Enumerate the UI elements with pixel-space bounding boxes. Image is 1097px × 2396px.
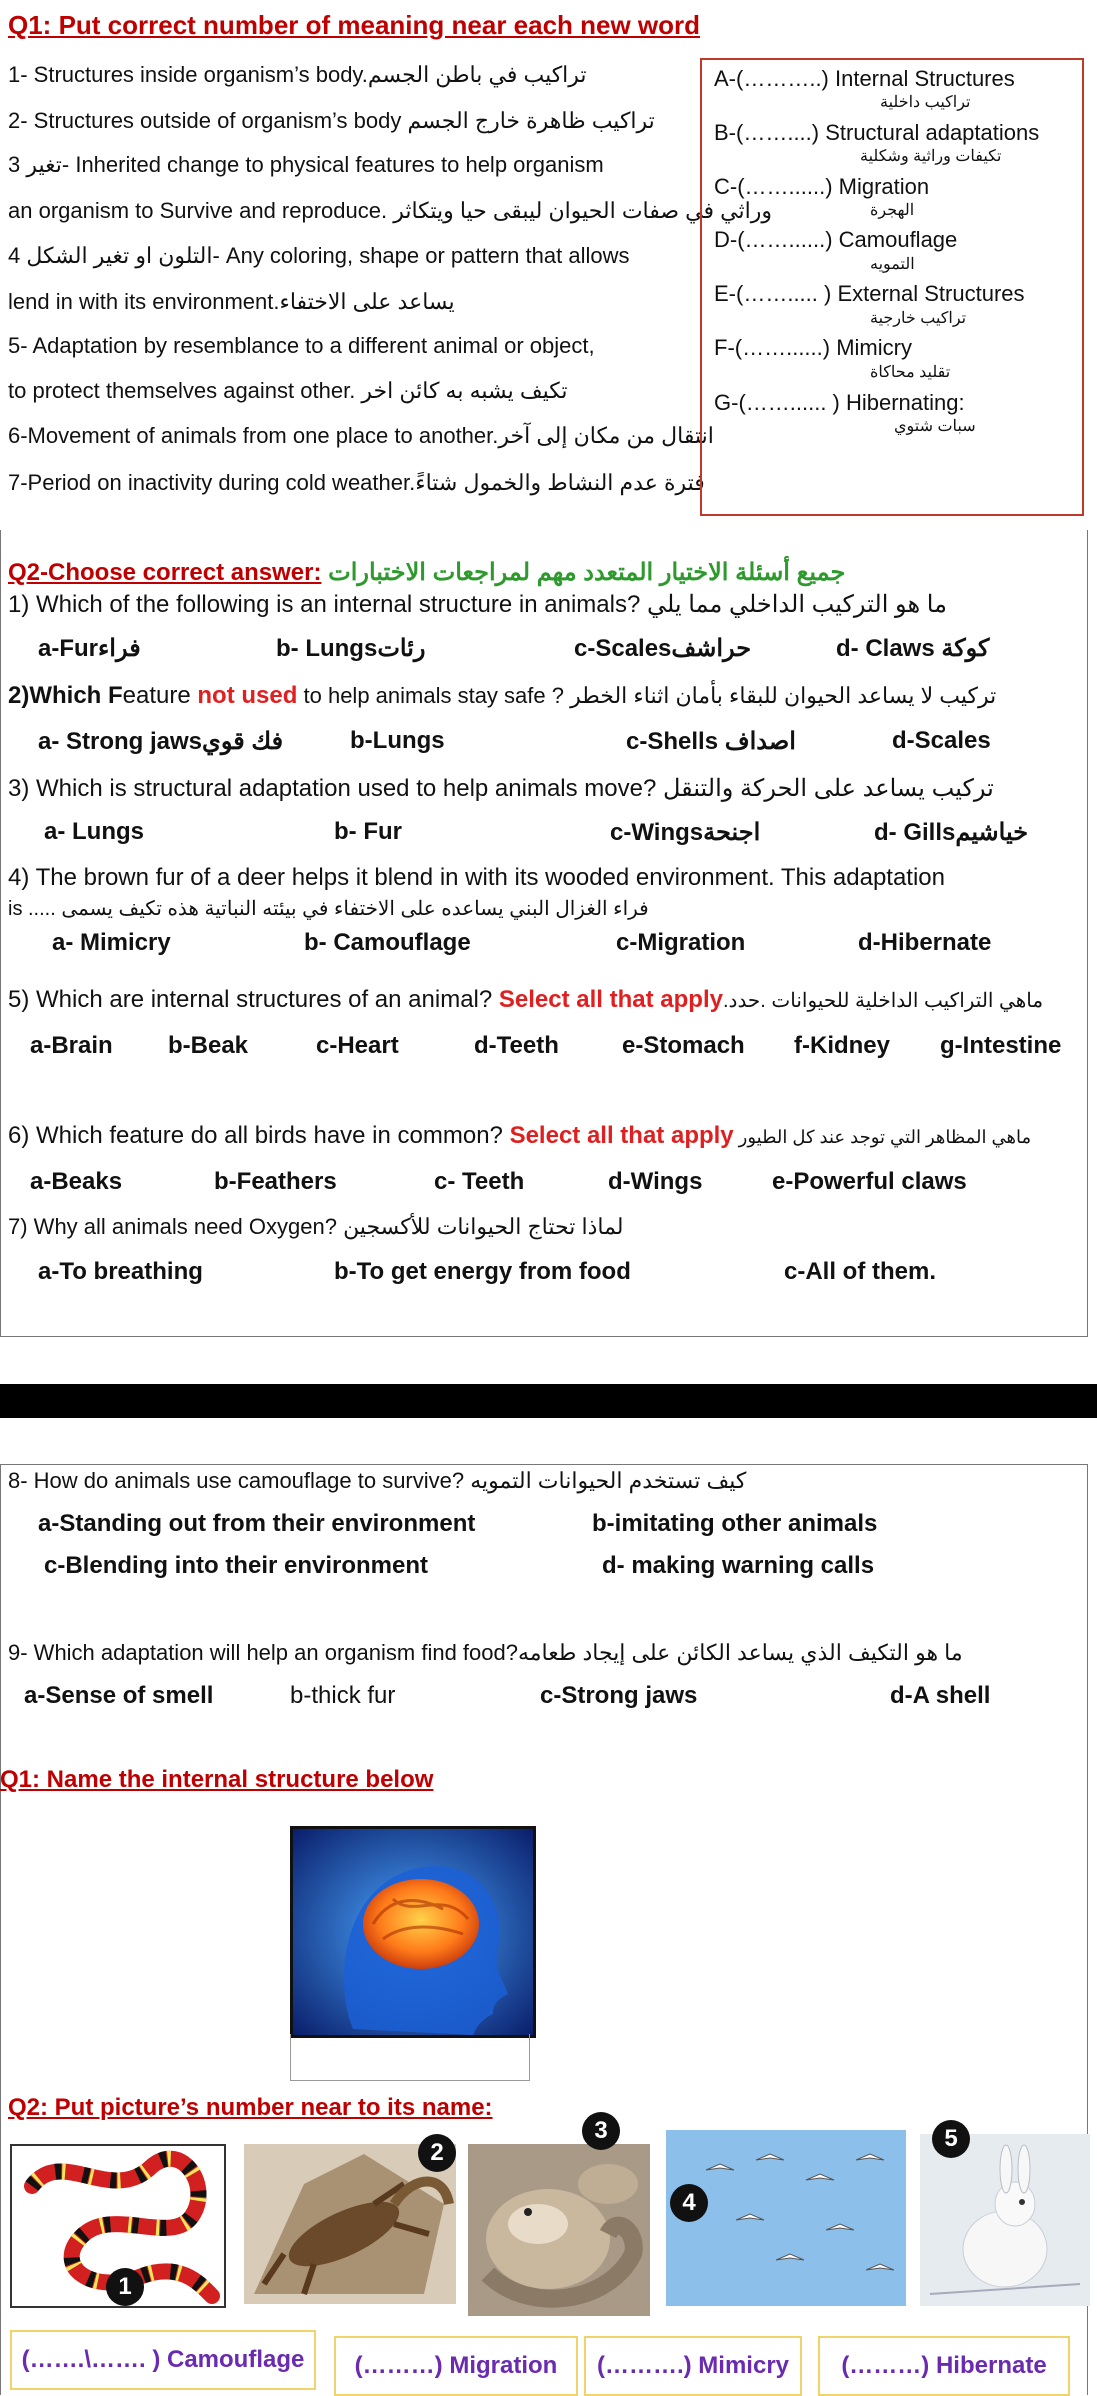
meaning-d: D-(……......) Camouflage: [714, 227, 958, 252]
q2-title-en: Q2-Choose correct answer:: [8, 559, 322, 586]
brain-illustration: [293, 1829, 533, 2035]
q2-2-f: F: [108, 682, 123, 709]
q2-1-opt-c[interactable]: c-Scalesحراشف: [574, 635, 752, 662]
q2-2-opt-c[interactable]: c-Shells اصداف: [626, 728, 796, 755]
q2-4-opt-c[interactable]: c-Migration: [616, 929, 746, 956]
q8-opt-d[interactable]: d- making warning calls: [602, 1552, 875, 1579]
hare-picture: [920, 2134, 1090, 2306]
q2-5-opt-a[interactable]: a-Brain: [30, 1032, 113, 1059]
page-separator: [0, 1384, 1097, 1418]
q2-1-opt-b[interactable]: b- Lungsرئات: [276, 635, 426, 662]
meaning-c-ar: الهجرة: [870, 202, 915, 219]
picture-match-title: Q2: Put picture’s number near to its name:: [8, 2094, 493, 2121]
meaning-g: G-(……...... ) Hibernating:: [714, 390, 965, 415]
q2-6-opt-d[interactable]: d-Wings: [608, 1168, 703, 1195]
q1-item-3a: تغير 3- Inherited change to physical features to help organism: [8, 152, 604, 177]
brain-answer-line: [290, 2034, 530, 2081]
q2-3-opt-a[interactable]: a- Lungs: [44, 818, 144, 845]
q2-7-opt-b[interactable]: b-To get energy from food: [334, 1258, 631, 1285]
q1-title: Q1: Put correct number of meaning near each new word: [8, 10, 701, 40]
meaning-b: B-(……....) Structural adaptations: [714, 120, 1040, 145]
q2-5-text: 5) Which are internal structures of an animal?: [8, 986, 499, 1013]
q1-item-5a: 5- Adaptation by resemblance to a different animal or object,: [8, 333, 595, 358]
q2-5-opt-g[interactable]: g-Intestine: [940, 1032, 1062, 1059]
q2-2-opt-a[interactable]: a- Strong jawsفك قوي: [38, 728, 284, 755]
q2-title: [8, 558, 845, 587]
q2-5-opt-f[interactable]: f-Kidney: [794, 1032, 890, 1059]
meaning-a-ar: تراكيب داخلية: [880, 94, 971, 111]
q9-opt-d[interactable]: d-A shell: [890, 1682, 991, 1709]
picture-badge-1: 1: [106, 2268, 144, 2306]
q2-6-opt-c[interactable]: c- Teeth: [434, 1168, 525, 1195]
q1-item-6: 6-Movement of animals from one place to another.انتقال من مكان إلى آخر: [8, 423, 714, 448]
q2-5-ar: .ماهي التراكيب الداخلية للحيوانات .حدد: [722, 990, 1044, 1012]
q1-item-2: 2- Structures outside of organism’s body تراكيب ظاهرة خارج الجسم: [8, 108, 655, 133]
q8-opt-b[interactable]: b-imitating other animals: [592, 1510, 878, 1537]
meaning-e-ar: تراكيب خارجية: [870, 310, 967, 327]
q2-6-ar: ماهي المظاهر التي توجد عند كل الطيور: [733, 1127, 1032, 1147]
q2-3-opt-c[interactable]: c-Wingsاجنحة: [610, 819, 761, 846]
answer-box-mimicry[interactable]: (……….) Mimicry: [584, 2336, 802, 2396]
geese-picture: [666, 2130, 906, 2306]
dormouse-picture: [468, 2144, 650, 2316]
q2-2-prefix: 2)Which: [8, 682, 108, 709]
meaning-d-ar: التمويه: [870, 256, 915, 273]
q2-question-4: 4) The brown fur of a deer helps it blend in with its wooded environment. This adaptation: [8, 864, 945, 891]
meaning-c: C-(……......) Migration: [714, 174, 930, 199]
q2-2-rest: to help animals stay safe ? تركيب لا يساعد الحيوان للبقاء بأمان اثناء الخطر: [297, 683, 997, 708]
q9-opt-c[interactable]: c-Strong jaws: [540, 1682, 698, 1709]
q2-4-opt-b[interactable]: b- Camouflage: [304, 929, 471, 956]
q9-opt-a[interactable]: a-Sense of smell: [24, 1682, 214, 1709]
q2-6-opt-b[interactable]: b-Feathers: [214, 1168, 337, 1195]
q2-5-opt-c[interactable]: c-Heart: [316, 1032, 399, 1059]
q8-opt-a[interactable]: a-Standing out from their environment: [38, 1510, 476, 1537]
q1-item-7: 7-Period on inactivity during cold weather.فترة عدم النشاط والخمول شتاءً: [8, 470, 705, 495]
q2-4-opt-d[interactable]: d-Hibernate: [858, 929, 992, 956]
q2-5-opt-e[interactable]: e-Stomach: [622, 1032, 745, 1059]
q2-title-ar: جميع أسئلة الاختيار المتعدد مهم لمراجعات الاختبارات: [328, 559, 846, 586]
q2-5-opt-b[interactable]: b-Beak: [168, 1032, 249, 1059]
brain-picture: [290, 1826, 536, 2038]
q2-3-opt-d[interactable]: d- Gillsخياشيم: [874, 819, 1029, 846]
q2-question-2: [8, 682, 996, 710]
q2-4-opt-a[interactable]: a- Mimicry: [52, 929, 171, 956]
q1-item-4a: التلون او تغير الشكل 4- Any coloring, shape or pattern that allows: [8, 243, 630, 268]
q2-question-7: 7) Why all animals need Oxygen? لماذا تحتاج الحيوانات للأكسجين: [8, 1214, 624, 1239]
q1-item-5b: to protect themselves against other. تكيف يشبه به كائن اخر: [8, 378, 568, 403]
answer-box-camouflage[interactable]: (…….\……. ) Camouflage: [10, 2330, 316, 2390]
q2-2-opt-d[interactable]: d-Scales: [892, 727, 991, 754]
meaning-a: A-(………..) Internal Structures: [714, 66, 1015, 91]
q2-5-select: Select all that apply: [498, 986, 723, 1013]
q2-question-6: [8, 1122, 1031, 1150]
q2-question-1: 1) Which of the following is an internal structure in animals? ما هو التركيب الداخلي مما يلي: [8, 591, 947, 618]
geese-illustration: [666, 2130, 906, 2306]
meaning-g-ar: سبات شتوي: [894, 418, 976, 435]
q2-2-not-used: not used: [197, 682, 298, 709]
q2-3-opt-b[interactable]: b- Fur: [334, 818, 402, 845]
q2-6-opt-e[interactable]: e-Powerful claws: [772, 1168, 967, 1195]
q2-5-opt-d[interactable]: d-Teeth: [474, 1032, 559, 1059]
picture-badge-3: 3: [582, 2112, 620, 2150]
q2-1-opt-a[interactable]: a-Furفراء: [38, 635, 141, 662]
q8-question: 8- How do animals use camouflage to survive? كيف تستخدم الحيوانات التمويه: [8, 1468, 747, 1493]
picture-badge-4: 4: [670, 2184, 708, 2222]
q1-item-4b: lend in with its environment.يساعد على الاختفاء: [8, 289, 455, 314]
name-structure-title: Q1: Name the internal structure below: [0, 1766, 434, 1793]
meaning-f-ar: تقليد محاكاة: [870, 364, 951, 381]
answer-box-hibernate[interactable]: (………) Hibernate: [818, 2336, 1070, 2396]
q2-question-5: [8, 986, 1043, 1014]
q2-2-feature: eature: [122, 682, 198, 709]
meaning-f: F-(……......) Mimicry: [714, 335, 912, 360]
q2-2-opt-b[interactable]: b-Lungs: [350, 727, 445, 754]
q2-6-text: 6) Which feature do all birds have in common?: [8, 1122, 510, 1149]
gecko-illustration: [244, 2144, 456, 2304]
q2-question-4b: is ..... فراء الغزال البني يساعده على الاختفاء في بيئته النباتية هذه تكيف يسمى: [8, 898, 649, 920]
answer-box-migration[interactable]: (………) Migration: [334, 2336, 578, 2396]
meaning-e: E-(……..... ) External Structures: [714, 281, 1025, 306]
q1-item-1: 1- Structures inside organism’s body.تراكيب في باطن الجسم: [8, 62, 587, 87]
picture-badge-2: 2: [418, 2134, 456, 2172]
q1-item-3b: an organism to Survive and reproduce. وراثي في صفات الحيوان ليبقى حيا ويتكاثر: [8, 198, 772, 223]
q2-question-3: 3) Which is structural adaptation used to help animals move? تركيب يساعد على الحركة والتنقل: [8, 775, 994, 802]
q2-6-select: Select all that apply: [509, 1122, 734, 1149]
q8-opt-c[interactable]: c-Blending into their environment: [44, 1552, 429, 1579]
q9-question: 9- Which adaptation will help an organism find food?ما هو التكيف الذي يساعد الكائن على إيجاد طعامه: [8, 1640, 963, 1665]
q9-opt-b[interactable]: b-thick fur: [290, 1682, 396, 1709]
meaning-b-ar: تكيفات وراثية وشكلية: [860, 148, 1002, 165]
gecko-picture: [244, 2144, 456, 2304]
q2-1-opt-d[interactable]: d- Claws كوكة: [836, 635, 990, 662]
q2-6-opt-a[interactable]: a-Beaks: [30, 1168, 123, 1195]
hare-illustration: [920, 2134, 1090, 2306]
picture-badge-5: 5: [932, 2120, 970, 2158]
q2-7-opt-c[interactable]: c-All of them.: [784, 1258, 937, 1285]
q2-7-opt-a[interactable]: a-To breathing: [38, 1258, 203, 1285]
dormouse-illustration: [468, 2144, 650, 2316]
